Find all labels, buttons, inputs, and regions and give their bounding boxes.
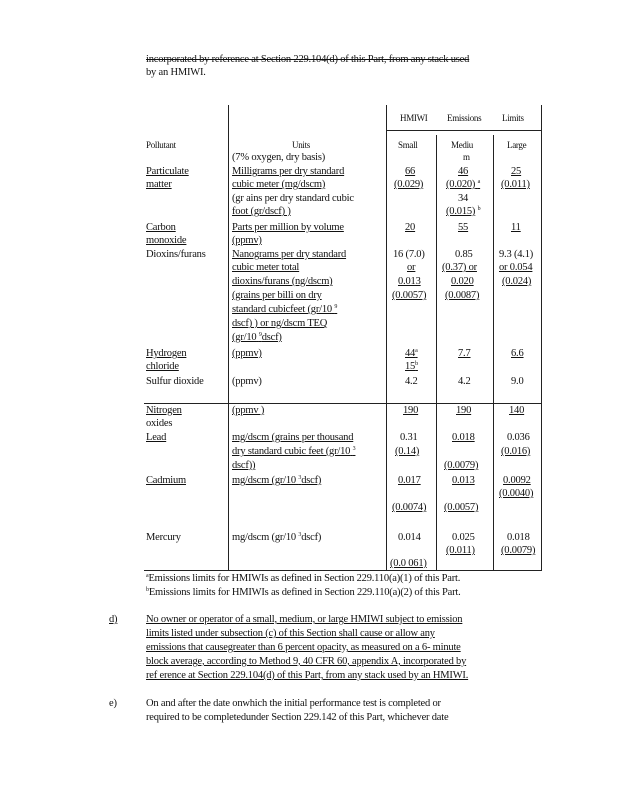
units-lead-3: dscf))	[232, 460, 256, 471]
value-mercury-med-gr: (0.011)	[446, 545, 475, 556]
value-dioxins-med-teq: 0.020	[451, 276, 474, 287]
units-dioxins-1: Nanograms per dry standard	[232, 249, 347, 260]
units-co-2: (ppmv)	[232, 235, 262, 246]
value-lead-large: 0.036	[507, 432, 530, 443]
units-hcl: (ppmv)	[232, 348, 262, 359]
units-cadmium: mg/dscm (gr/10 $^3$dscf)	[232, 475, 322, 486]
units-dioxins-6: dscf) ) or ng/dscm TEQ	[232, 318, 328, 329]
para-d-line-3: emissions that causegreater than 6 percent opacity, as measured on a 6- minute	[146, 642, 461, 653]
value-mercury-large: 0.018	[507, 532, 530, 543]
units-lead-2: dry standard cubic feet (gr/10 $^3$	[232, 446, 356, 457]
value-dioxins-small-teq: 0.013	[398, 276, 421, 287]
value-cadmium-med-gr: (0.0057)	[444, 502, 479, 513]
header-large: Large	[507, 140, 527, 150]
header-hmiwi: HMIWI	[400, 113, 428, 123]
value-lead-large-gr: (0.016)	[501, 446, 531, 457]
value-hcl-med: 7.7	[458, 348, 471, 359]
header-limits: Limits	[502, 113, 524, 123]
value-mercury-med: 0.025	[452, 532, 475, 543]
continuation-line-1: incorporated by reference at Section 229.104(d) of this Part, from any stack used	[146, 54, 470, 65]
pollutant-pm: Particulate	[146, 166, 189, 177]
units-dioxins-3: dioxins/furans (ng/dscm)	[232, 276, 333, 287]
value-co-med: 55	[458, 222, 469, 233]
pollutant-nox-2: oxides	[146, 418, 173, 429]
value-pm-large: 25	[511, 166, 522, 177]
footnote-b: $^b$Emissions limits for HMIWIs as defined in Section 229.110(a)(2) of this Part.	[146, 587, 461, 598]
value-cadmium-small: 0.017	[398, 475, 421, 486]
value-dioxins-med: 0.85	[455, 249, 473, 260]
header-medium-wrap: m	[463, 152, 470, 162]
value-lead-med-gr: (0.0079)	[444, 460, 479, 471]
value-dioxins-small: 16 (7.0)	[393, 249, 425, 260]
value-so2-med: 4.2	[458, 376, 471, 387]
para-d-line-2: limits listed under subsection (c) of this Section shall cause or allow any	[146, 628, 435, 639]
header-small: Small	[398, 140, 418, 150]
pollutant-co: Carbon	[146, 222, 176, 233]
pollutant-mercury: Mercury	[146, 532, 181, 543]
value-dioxins-large: 9.3 (4.1)	[499, 249, 534, 260]
units-pm-3: (gr ains per dry standard cubic	[232, 193, 354, 204]
value-co-small: 20	[405, 222, 416, 233]
value-co-large: 11	[511, 222, 521, 233]
units-mercury: mg/dscm (gr/10 $^3$dscf)	[232, 532, 322, 543]
para-d-label: d)	[109, 614, 118, 625]
value-so2-small: 4.2	[405, 376, 418, 387]
units-lead-1: mg/dscm (grains per thousand	[232, 432, 354, 443]
header-units-basis: (7% oxygen, dry basis)	[232, 152, 325, 163]
value-nox-small: 190	[403, 405, 419, 416]
value-hcl-large: 6.6	[511, 348, 524, 359]
units-dioxins-4: (grains per billi on dry	[232, 290, 322, 301]
units-dioxins-7: (gr/10 $^9$dscf)	[232, 332, 282, 343]
para-e-label: e)	[109, 698, 117, 709]
value-cadmium-large: 0.0092	[503, 475, 531, 486]
continuation-line-2: by an HMIWI.	[146, 67, 206, 78]
para-d-line-5: ref erence at Section 229.104(d) of this Part, from any stack used by an HMIWI.	[146, 670, 469, 681]
value-mercury-large-gr: (0.0079)	[501, 545, 536, 556]
value-dioxins-med-teq-gr: (0.0087)	[445, 290, 480, 301]
value-pm-small: 66	[405, 166, 416, 177]
value-dioxins-large-teq: or 0.054	[499, 262, 533, 273]
value-nox-large: 140	[509, 405, 525, 416]
value-dioxins-large-gr: (0.024)	[502, 276, 532, 287]
pollutant-pm-2: matter	[146, 179, 172, 190]
value-pm-med-b: 34	[458, 193, 469, 204]
header-emissions: Emissions	[447, 113, 482, 123]
header-units: Units	[292, 140, 311, 150]
value-hcl-small-b: 15$^b$	[405, 361, 418, 372]
value-nox-med: 190	[456, 405, 472, 416]
footnote-a: $^a$Emissions limits for HMIWIs as defined in Section 229.110(a)(1) of this Part.	[146, 573, 461, 584]
pollutant-so2: Sulfur dioxide	[146, 376, 204, 387]
value-lead-small: 0.31	[400, 432, 418, 443]
value-cadmium-small-gr: (0.0074)	[392, 502, 427, 513]
pollutant-dioxins: Dioxins/furans	[146, 249, 206, 260]
value-lead-small-gr: (0.14)	[395, 446, 420, 457]
units-nox: (ppmv )	[232, 405, 265, 416]
units-so2: (ppmv)	[232, 376, 262, 387]
units-pm-1: Milligrams per dry standard	[232, 166, 345, 177]
value-dioxins-small-or: or	[407, 262, 416, 273]
header-pollutant: Pollutant	[146, 140, 176, 150]
units-pm-4: foot (gr/dscf) )	[232, 206, 291, 217]
value-so2-large: 9.0	[511, 376, 524, 387]
value-mercury-small: 0.014	[398, 532, 421, 543]
para-d-line-1: No owner or operator of a small, medium, or large HMIWI subject to emission	[146, 614, 463, 625]
value-mercury-small-gr: (0.0 061)	[390, 558, 427, 569]
value-cadmium-med: 0.013	[452, 475, 475, 486]
value-pm-med-b-gr: (0.015) $^b$	[446, 206, 481, 217]
value-dioxins-small-gr: (0.0057)	[392, 290, 427, 301]
header-medium: Mediu	[451, 140, 473, 150]
pollutant-hcl: Hydrogen	[146, 348, 187, 359]
units-pm-2: cubic meter (mg/dscm)	[232, 179, 326, 190]
para-e-line-2: required to be completedunder Section 229.142 of this Part, whichever date	[146, 712, 449, 723]
units-dioxins-5: standard cubicfeet (gr/10 $^9$	[232, 304, 338, 315]
units-dioxins-2: cubic meter total	[232, 262, 300, 273]
pollutant-nox: Nitrogen	[146, 405, 182, 416]
pollutant-cadmium: Cadmium	[146, 475, 187, 486]
value-cadmium-large-gr: (0.0040)	[499, 488, 534, 499]
pollutant-lead: Lead	[146, 432, 167, 443]
pollutant-hcl-2: chloride	[146, 361, 179, 372]
value-pm-med-gr: (0.020) $^a$	[446, 179, 481, 190]
value-hcl-small-a: 44$^a$	[405, 348, 418, 359]
pollutant-co-2: monoxide	[146, 235, 187, 246]
value-pm-small-gr: (0.029)	[394, 179, 424, 190]
value-lead-med: 0.018	[452, 432, 475, 443]
value-pm-large-gr: (0.011)	[501, 179, 530, 190]
value-dioxins-med-gr: (0.37) or	[442, 262, 477, 273]
units-co-1: Parts per million by volume	[232, 222, 344, 233]
para-d-line-4: block average, according to Method 9, 40 CFR 60, appendix A, incorporated by	[146, 656, 467, 667]
value-pm-med: 46	[458, 166, 469, 177]
para-e-line-1: On and after the date onwhich the initial performance test is completed or	[146, 698, 441, 709]
